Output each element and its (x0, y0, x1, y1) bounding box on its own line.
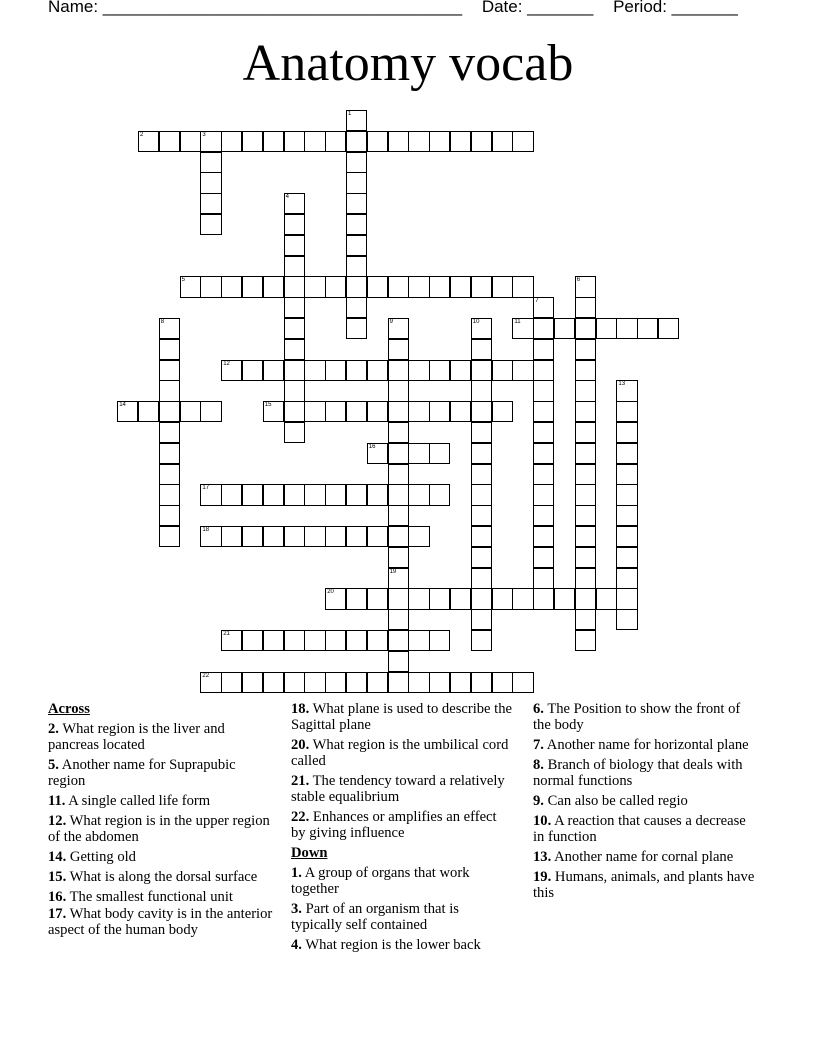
grid-cell[interactable] (367, 443, 388, 464)
across-clue-2: 2. What region is the liver and pancreas located (48, 721, 225, 753)
grid-cell[interactable] (346, 152, 367, 173)
grid-cell[interactable] (325, 360, 346, 381)
grid-cell[interactable] (263, 526, 284, 547)
grid-cell[interactable] (408, 401, 429, 422)
grid-cell[interactable] (492, 276, 513, 297)
grid-cell[interactable] (616, 588, 637, 609)
grid-cell[interactable] (200, 193, 221, 214)
grid-cell[interactable] (159, 443, 180, 464)
grid-cell[interactable] (471, 360, 492, 381)
grid-cell[interactable] (284, 360, 305, 381)
grid-cell[interactable] (512, 360, 533, 381)
grid-cell[interactable] (159, 360, 180, 381)
grid-cell[interactable] (533, 547, 554, 568)
grid-cell[interactable] (554, 588, 575, 609)
clue-number: 20 (327, 589, 334, 596)
grid-cell[interactable] (346, 526, 367, 547)
across-clue-16: 16. The smallest functional unit (48, 889, 233, 905)
grid-cell[interactable] (575, 401, 596, 422)
grid-cell[interactable] (325, 401, 346, 422)
grid-cell[interactable] (159, 401, 180, 422)
grid-cell[interactable] (533, 380, 554, 401)
grid-cell[interactable] (492, 401, 513, 422)
grid-cell[interactable] (575, 505, 596, 526)
grid-cell[interactable] (471, 464, 492, 485)
grid-cell[interactable] (533, 526, 554, 547)
grid-cell[interactable] (325, 526, 346, 547)
grid-cell[interactable] (200, 172, 221, 193)
clue-column-1 (48, 701, 276, 942)
grid-cell[interactable] (367, 484, 388, 505)
clue-number: 19 (389, 568, 397, 575)
grid-cell[interactable] (346, 672, 367, 693)
grid-cell[interactable] (388, 651, 409, 672)
grid-cell[interactable] (408, 276, 429, 297)
grid-cell[interactable] (346, 214, 367, 235)
grid-cell[interactable] (284, 422, 305, 443)
grid-cell[interactable] (575, 318, 596, 339)
grid-cell[interactable] (596, 588, 617, 609)
grid-cell[interactable] (388, 547, 409, 568)
grid-cell[interactable] (284, 256, 305, 277)
grid-cell[interactable] (471, 526, 492, 547)
grid-cell[interactable] (388, 464, 409, 485)
grid-cell[interactable] (304, 276, 325, 297)
grid-cell[interactable] (180, 276, 201, 297)
grid-cell[interactable] (159, 422, 180, 443)
grid-cell[interactable] (221, 484, 242, 505)
grid-cell[interactable] (346, 360, 367, 381)
grid-cell[interactable] (408, 672, 429, 693)
grid-cell[interactable] (533, 484, 554, 505)
grid-cell[interactable] (367, 630, 388, 651)
grid-cell[interactable] (616, 609, 637, 630)
grid-cell[interactable] (533, 588, 554, 609)
across-clue-11: 11. A single called life form (48, 793, 211, 809)
grid-cell[interactable] (429, 588, 450, 609)
grid-cell[interactable] (200, 214, 221, 235)
clue-number: 4 (285, 194, 289, 201)
grid-cell[interactable] (117, 401, 138, 422)
grid-cell[interactable] (388, 630, 409, 651)
grid-cell[interactable] (346, 110, 367, 131)
grid-cell[interactable] (159, 318, 180, 339)
grid-cell[interactable] (450, 360, 471, 381)
grid-cell[interactable] (575, 360, 596, 381)
grid-cell[interactable] (471, 568, 492, 589)
grid-cell[interactable] (346, 193, 367, 214)
grid-cell[interactable] (533, 297, 554, 318)
grid-cell[interactable] (159, 131, 180, 152)
grid-cell[interactable] (471, 588, 492, 609)
across-clue-21: 21. The tendency toward a relatively stable equalibrium (291, 773, 505, 805)
grid-cell[interactable] (242, 360, 263, 381)
grid-cell[interactable] (408, 484, 429, 505)
grid-cell[interactable] (138, 401, 159, 422)
grid-cell[interactable] (429, 484, 450, 505)
grid-cell[interactable] (325, 484, 346, 505)
down-clue-4: 4. What region is the lower back (291, 937, 481, 953)
grid-cell[interactable] (284, 672, 305, 693)
grid-cell[interactable] (346, 401, 367, 422)
grid-cell[interactable] (408, 360, 429, 381)
grid-cell[interactable] (221, 526, 242, 547)
grid-cell[interactable] (200, 484, 221, 505)
grid-cell[interactable] (533, 422, 554, 443)
clue-number: 22 (202, 672, 210, 679)
grid-cell[interactable] (388, 422, 409, 443)
clue-number: 18 (202, 527, 210, 533)
grid-cell[interactable] (388, 609, 409, 630)
grid-cell[interactable] (388, 360, 409, 381)
across-heading: Across (48, 701, 90, 717)
grid-cell[interactable] (388, 672, 409, 693)
grid-cell[interactable] (221, 276, 242, 297)
down-clue-10: 10. A reaction that causes a decrease in function (533, 813, 746, 845)
grid-cell[interactable] (450, 276, 471, 297)
grid-cell[interactable] (471, 422, 492, 443)
grid-cell[interactable] (159, 380, 180, 401)
grid-cell[interactable] (616, 505, 637, 526)
grid-cell[interactable] (304, 360, 325, 381)
grid-cell[interactable] (367, 276, 388, 297)
clue-number: 2 (140, 131, 144, 138)
grid-cell[interactable] (263, 276, 284, 297)
grid-cell[interactable] (221, 131, 242, 152)
grid-cell[interactable] (367, 401, 388, 422)
grid-cell[interactable] (304, 630, 325, 651)
grid-cell[interactable] (596, 318, 617, 339)
grid-cell[interactable] (388, 526, 409, 547)
grid-cell[interactable] (388, 484, 409, 505)
grid-cell[interactable] (325, 630, 346, 651)
grid-cell[interactable] (367, 672, 388, 693)
down-heading: Down (291, 845, 328, 861)
grid-cell[interactable] (284, 630, 305, 651)
grid-cell[interactable] (388, 401, 409, 422)
grid-cell[interactable] (304, 401, 325, 422)
grid-cell[interactable] (346, 235, 367, 256)
grid-cell[interactable] (284, 401, 305, 422)
grid-cell[interactable] (367, 131, 388, 152)
grid-cell[interactable] (263, 360, 284, 381)
grid-cell[interactable] (450, 672, 471, 693)
grid-cell[interactable] (429, 401, 450, 422)
grid-cell[interactable] (284, 484, 305, 505)
grid-cell[interactable] (346, 297, 367, 318)
clue-number: 8 (160, 319, 165, 325)
grid-cell[interactable] (284, 526, 305, 547)
grid-cell[interactable] (284, 297, 305, 318)
clue-number: 21 (223, 631, 230, 637)
grid-cell[interactable] (388, 568, 409, 589)
grid-cell[interactable] (221, 360, 242, 381)
grid-cell[interactable] (471, 443, 492, 464)
grid-cell[interactable] (200, 401, 221, 422)
grid-cell[interactable] (263, 484, 284, 505)
grid-cell[interactable] (159, 339, 180, 360)
grid-cell[interactable] (575, 484, 596, 505)
grid-cell[interactable] (616, 380, 637, 401)
across-clue-18: 18. What plane is used to describe the Sagittal plane (291, 701, 513, 733)
grid-cell[interactable] (284, 276, 305, 297)
grid-cell[interactable] (263, 630, 284, 651)
grid-cell[interactable] (575, 568, 596, 589)
grid-cell[interactable] (221, 630, 242, 651)
grid-cell[interactable] (325, 588, 346, 609)
grid-cell[interactable] (533, 443, 554, 464)
grid-cell[interactable] (450, 131, 471, 152)
down-clue-8: 8. Branch of biology that deals with normal functions (533, 757, 743, 789)
grid-cell[interactable] (138, 131, 159, 152)
grid-cell[interactable] (284, 380, 305, 401)
grid-cell[interactable] (575, 464, 596, 485)
grid-cell[interactable] (471, 131, 492, 152)
grid-cell[interactable] (533, 568, 554, 589)
grid-cell[interactable] (533, 318, 554, 339)
grid-cell[interactable] (575, 609, 596, 630)
page-title: Anatomy vocab (242, 35, 574, 92)
clue-number: 11 (514, 319, 521, 325)
grid-cell[interactable] (388, 380, 409, 401)
grid-cell[interactable] (284, 235, 305, 256)
grid-cell[interactable] (512, 588, 533, 609)
grid-cell[interactable] (575, 547, 596, 568)
grid-cell[interactable] (367, 526, 388, 547)
grid-cell[interactable] (533, 339, 554, 360)
grid-cell[interactable] (325, 672, 346, 693)
grid-cell[interactable] (616, 526, 637, 547)
grid-cell[interactable] (471, 318, 492, 339)
grid-cell[interactable] (242, 484, 263, 505)
grid-cell[interactable] (242, 630, 263, 651)
clue-number: 1 (348, 111, 352, 117)
clue-number: 10 (472, 319, 480, 325)
grid-cell[interactable] (346, 256, 367, 277)
across-clue-12: 12. What region is in the upper region of the abdomen (48, 813, 270, 845)
grid-cell[interactable] (512, 318, 533, 339)
grid-cell[interactable] (471, 672, 492, 693)
grid-cell[interactable] (429, 360, 450, 381)
grid-cell[interactable] (200, 526, 221, 547)
grid-cell[interactable] (533, 401, 554, 422)
across-clue-20: 20. What region is the umbilical cord called (291, 737, 509, 769)
grid-cell[interactable] (616, 568, 637, 589)
grid-cell[interactable] (159, 505, 180, 526)
grid-cell[interactable] (346, 318, 367, 339)
grid-cell[interactable] (388, 339, 409, 360)
grid-cell[interactable] (242, 672, 263, 693)
grid-cell[interactable] (408, 443, 429, 464)
grid-cell[interactable] (533, 464, 554, 485)
clue-number: 6 (576, 277, 581, 284)
grid-cell[interactable] (512, 131, 533, 152)
grid-cell[interactable] (471, 630, 492, 651)
grid-cell[interactable] (408, 588, 429, 609)
clue-number: 7 (535, 298, 539, 305)
clue-number: 15 (264, 402, 272, 409)
grid-cell[interactable] (388, 588, 409, 609)
grid-cell[interactable] (388, 505, 409, 526)
grid-cell[interactable] (616, 422, 637, 443)
grid-cell[interactable] (575, 297, 596, 318)
grid-cell[interactable] (492, 360, 513, 381)
down-clue-9: 9. Can also be called regio (533, 793, 688, 809)
clue-number: 13 (618, 381, 626, 388)
grid-cell[interactable] (512, 672, 533, 693)
grid-cell[interactable] (512, 276, 533, 297)
across-clue-15: 15. What is along the dorsal surface (48, 869, 258, 885)
down-clue-13: 13. Another name for cornal plane (533, 849, 734, 865)
grid-cell[interactable] (284, 318, 305, 339)
clue-number: 3 (202, 131, 206, 138)
grid-cell[interactable] (346, 630, 367, 651)
grid-cell[interactable] (284, 339, 305, 360)
down-clue-6: 6. The Position to show the front of the body (533, 701, 741, 733)
down-clue-19: 19. Humans, animals, and plants have this (533, 869, 755, 901)
grid-cell[interactable] (263, 131, 284, 152)
grid-cell[interactable] (575, 276, 596, 297)
grid-cell[interactable] (325, 131, 346, 152)
grid-cell[interactable] (159, 526, 180, 547)
grid-cell[interactable] (471, 505, 492, 526)
grid-cell[interactable] (471, 380, 492, 401)
grid-cell[interactable] (471, 401, 492, 422)
grid-cell[interactable] (575, 422, 596, 443)
grid-cell[interactable] (492, 672, 513, 693)
across-clue-5: 5. Another name for Suprapubic region (48, 757, 236, 789)
grid-cell[interactable] (616, 318, 637, 339)
grid-cell[interactable] (263, 401, 284, 422)
clue-number: 14 (119, 402, 126, 409)
clue-number: 17 (202, 485, 210, 492)
grid-cell[interactable] (242, 131, 263, 152)
grid-cell[interactable] (346, 172, 367, 193)
grid-cell[interactable] (429, 131, 450, 152)
clue-column-2 (291, 701, 513, 957)
grid-cell[interactable] (408, 630, 429, 651)
grid-cell[interactable] (616, 547, 637, 568)
grid-cell[interactable] (429, 630, 450, 651)
grid-cell[interactable] (575, 443, 596, 464)
grid-cell[interactable] (325, 276, 346, 297)
grid-cell[interactable] (304, 526, 325, 547)
grid-cell[interactable] (450, 588, 471, 609)
grid-cell[interactable] (159, 484, 180, 505)
clue-number: 5 (181, 277, 185, 284)
grid-cell[interactable] (429, 276, 450, 297)
name-field-label: Name: ______________________________________ (48, 0, 463, 16)
date-field-label: Date: _______ (481, 0, 594, 16)
grid-cell[interactable] (200, 131, 221, 152)
grid-cell[interactable] (492, 588, 513, 609)
grid-cell[interactable] (388, 131, 409, 152)
grid-cell[interactable] (471, 339, 492, 360)
grid-cell[interactable] (575, 380, 596, 401)
grid-cell[interactable] (284, 131, 305, 152)
grid-cell[interactable] (429, 443, 450, 464)
grid-cell[interactable] (450, 401, 471, 422)
clue-number: 9 (389, 319, 393, 325)
grid-cell[interactable] (200, 672, 221, 693)
grid-cell[interactable] (388, 318, 409, 339)
grid-cell[interactable] (304, 672, 325, 693)
grid-cell[interactable] (200, 152, 221, 173)
grid-cell[interactable] (408, 131, 429, 152)
grid-cell[interactable] (492, 131, 513, 152)
grid-cell[interactable] (346, 131, 367, 152)
across-clue-17: 17. What body cavity is in the anterior aspect of the human body (48, 906, 273, 938)
grid-cell[interactable] (367, 360, 388, 381)
grid-cell[interactable] (471, 276, 492, 297)
grid-cell[interactable] (263, 672, 284, 693)
grid-cell[interactable] (388, 276, 409, 297)
grid-cell[interactable] (180, 131, 201, 152)
grid-cell[interactable] (180, 401, 201, 422)
grid-cell[interactable] (408, 526, 429, 547)
grid-cell[interactable] (346, 588, 367, 609)
grid-cell[interactable] (575, 588, 596, 609)
across-clue-14: 14. Getting old (48, 849, 136, 865)
down-clue-1: 1. A group of organs that work together (291, 865, 470, 897)
grid-cell[interactable] (346, 276, 367, 297)
grid-cell[interactable] (200, 276, 221, 297)
grid-cell[interactable] (346, 484, 367, 505)
period-field-label: Period: _______ (613, 0, 738, 16)
grid-cell[interactable] (533, 360, 554, 381)
grid-cell[interactable] (221, 672, 242, 693)
grid-cell[interactable] (533, 505, 554, 526)
grid-cell[interactable] (471, 547, 492, 568)
grid-cell[interactable] (575, 339, 596, 360)
grid-cell[interactable] (284, 214, 305, 235)
grid-cell[interactable] (575, 630, 596, 651)
grid-cell[interactable] (159, 464, 180, 485)
grid-cell[interactable] (367, 588, 388, 609)
clue-number: 16 (368, 443, 376, 450)
grid-cell[interactable] (616, 464, 637, 485)
grid-cell[interactable] (616, 484, 637, 505)
down-clue-3: 3. Part of an organism that is typically self contained (291, 901, 459, 933)
grid-cell[interactable] (471, 609, 492, 630)
grid-cell[interactable] (637, 318, 658, 339)
grid-cell[interactable] (616, 443, 637, 464)
grid-cell[interactable] (388, 443, 409, 464)
grid-cell[interactable] (429, 672, 450, 693)
clue-column-3 (533, 701, 758, 905)
down-clue-7: 7. Another name for horizontal plane (533, 737, 749, 753)
grid-cell[interactable] (575, 526, 596, 547)
grid-cell[interactable] (242, 276, 263, 297)
grid-cell[interactable] (658, 318, 679, 339)
grid-cell[interactable] (554, 318, 575, 339)
grid-cell[interactable] (284, 193, 305, 214)
grid-cell[interactable] (304, 484, 325, 505)
grid-cell[interactable] (304, 131, 325, 152)
across-clue-22: 22. Enhances or amplifies an effect by giving influence (291, 809, 497, 841)
clue-number: 12 (223, 360, 230, 367)
grid-cell[interactable] (616, 401, 637, 422)
grid-cell[interactable] (471, 484, 492, 505)
grid-cell[interactable] (242, 526, 263, 547)
